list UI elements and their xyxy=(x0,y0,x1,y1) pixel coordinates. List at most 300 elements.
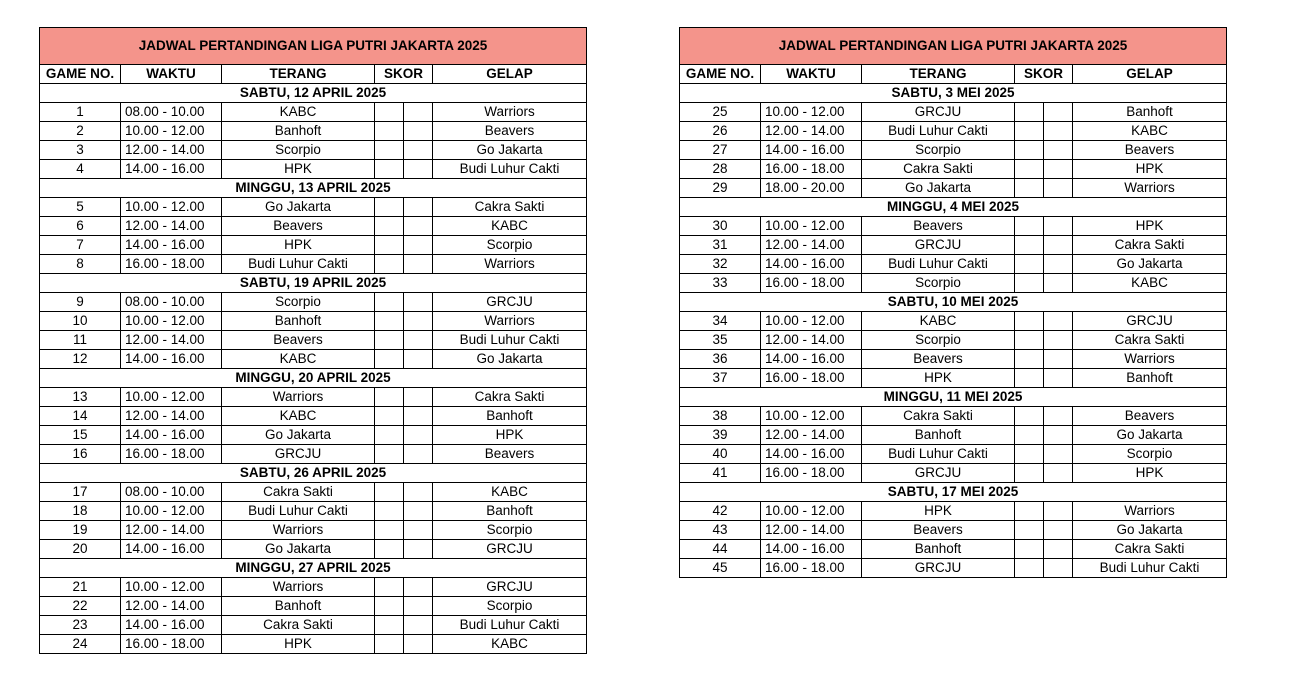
game-number: 32 xyxy=(680,255,761,274)
game-row xyxy=(40,578,587,597)
header-gelap: GELAP xyxy=(433,65,587,84)
score-terang xyxy=(375,578,404,597)
score-gelap xyxy=(1044,521,1073,540)
game-row xyxy=(680,521,1227,540)
score-gelap xyxy=(404,141,433,160)
score-terang xyxy=(1015,236,1044,255)
game-number: 16 xyxy=(40,445,121,464)
game-time: 10.00 - 12.00 xyxy=(121,312,222,331)
header-gelap: GELAP xyxy=(1073,65,1227,84)
game-row xyxy=(40,635,587,654)
game-row xyxy=(680,540,1227,559)
game-row xyxy=(680,426,1227,445)
score-gelap xyxy=(404,407,433,426)
score-terang xyxy=(1015,217,1044,236)
game-number: 23 xyxy=(40,616,121,635)
score-gelap xyxy=(1044,160,1073,179)
score-gelap xyxy=(404,521,433,540)
date-row xyxy=(680,84,1227,103)
team-terang: Go Jakarta xyxy=(222,198,375,217)
game-time: 10.00 - 12.00 xyxy=(121,578,222,597)
game-number: 35 xyxy=(680,331,761,350)
game-row xyxy=(680,312,1227,331)
game-number: 2 xyxy=(40,122,121,141)
score-gelap xyxy=(1044,103,1073,122)
team-terang: Banhoft xyxy=(222,597,375,616)
game-row xyxy=(680,217,1227,236)
game-time: 14.00 - 16.00 xyxy=(761,141,862,160)
game-time: 14.00 - 16.00 xyxy=(761,445,862,464)
team-terang: Scorpio xyxy=(222,293,375,312)
game-time: 14.00 - 16.00 xyxy=(121,160,222,179)
score-terang xyxy=(375,521,404,540)
game-number: 43 xyxy=(680,521,761,540)
team-terang: Banhoft xyxy=(222,122,375,141)
game-row xyxy=(680,331,1227,350)
game-row xyxy=(680,502,1227,521)
score-gelap xyxy=(1044,464,1073,483)
game-time: 08.00 - 10.00 xyxy=(121,293,222,312)
game-time: 16.00 - 18.00 xyxy=(121,255,222,274)
score-gelap xyxy=(1044,236,1073,255)
header-terang: TERANG xyxy=(222,65,375,84)
score-terang xyxy=(1015,559,1044,578)
score-gelap xyxy=(1044,179,1073,198)
score-terang xyxy=(1015,369,1044,388)
game-time: 10.00 - 12.00 xyxy=(121,122,222,141)
game-number: 40 xyxy=(680,445,761,464)
header-game-no: GAME NO. xyxy=(40,65,121,84)
game-time: 18.00 - 20.00 xyxy=(761,179,862,198)
score-terang xyxy=(1015,521,1044,540)
game-time: 14.00 - 16.00 xyxy=(761,255,862,274)
score-gelap xyxy=(404,198,433,217)
score-gelap xyxy=(1044,274,1073,293)
game-row xyxy=(680,369,1227,388)
game-number: 38 xyxy=(680,407,761,426)
team-gelap: GRCJU xyxy=(433,293,587,312)
game-row xyxy=(680,445,1227,464)
match-date: SABTU, 12 APRIL 2025 xyxy=(40,84,587,103)
game-time: 12.00 - 14.00 xyxy=(761,521,862,540)
team-terang: HPK xyxy=(222,160,375,179)
game-time: 14.00 - 16.00 xyxy=(121,236,222,255)
team-terang: Beavers xyxy=(862,521,1015,540)
team-gelap: Warriors xyxy=(1073,179,1227,198)
game-number: 12 xyxy=(40,350,121,369)
game-time: 12.00 - 14.00 xyxy=(121,521,222,540)
game-time: 16.00 - 18.00 xyxy=(761,559,862,578)
date-row xyxy=(40,464,587,483)
game-time: 10.00 - 12.00 xyxy=(121,198,222,217)
score-gelap xyxy=(404,122,433,141)
team-terang: Go Jakarta xyxy=(222,426,375,445)
team-gelap: KABC xyxy=(1073,274,1227,293)
score-terang xyxy=(375,540,404,559)
score-terang xyxy=(1015,141,1044,160)
team-gelap: Go Jakarta xyxy=(433,350,587,369)
score-terang xyxy=(1015,426,1044,445)
game-time: 10.00 - 12.00 xyxy=(761,407,862,426)
score-gelap xyxy=(404,502,433,521)
score-gelap xyxy=(1044,559,1073,578)
game-row xyxy=(40,255,587,274)
game-number: 45 xyxy=(680,559,761,578)
score-gelap xyxy=(404,483,433,502)
team-terang: GRCJU xyxy=(862,464,1015,483)
team-terang: Warriors xyxy=(222,521,375,540)
score-terang xyxy=(1015,350,1044,369)
game-time: 12.00 - 14.00 xyxy=(121,331,222,350)
game-time: 16.00 - 18.00 xyxy=(761,160,862,179)
game-row xyxy=(40,198,587,217)
game-row xyxy=(40,426,587,445)
team-terang: Go Jakarta xyxy=(862,179,1015,198)
score-gelap xyxy=(404,160,433,179)
score-gelap xyxy=(1044,540,1073,559)
score-gelap xyxy=(1044,312,1073,331)
team-terang: Budi Luhur Cakti xyxy=(862,445,1015,464)
game-number: 8 xyxy=(40,255,121,274)
score-terang xyxy=(375,616,404,635)
game-row xyxy=(680,236,1227,255)
game-row xyxy=(40,388,587,407)
game-row xyxy=(40,141,587,160)
team-gelap: Cakra Sakti xyxy=(433,198,587,217)
match-date: SABTU, 10 MEI 2025 xyxy=(680,293,1227,312)
team-terang: Budi Luhur Cakti xyxy=(222,255,375,274)
score-gelap xyxy=(1044,331,1073,350)
game-time: 12.00 - 14.00 xyxy=(121,217,222,236)
game-row xyxy=(40,521,587,540)
score-terang xyxy=(375,597,404,616)
team-terang: Budi Luhur Cakti xyxy=(222,502,375,521)
game-number: 19 xyxy=(40,521,121,540)
score-terang xyxy=(1015,540,1044,559)
game-number: 34 xyxy=(680,312,761,331)
score-gelap xyxy=(404,217,433,236)
schedule-body xyxy=(680,28,1227,578)
game-row xyxy=(680,464,1227,483)
score-gelap xyxy=(404,350,433,369)
team-terang: GRCJU xyxy=(222,445,375,464)
game-row xyxy=(680,274,1227,293)
match-date: MINGGU, 13 APRIL 2025 xyxy=(40,179,587,198)
team-gelap: HPK xyxy=(1073,464,1227,483)
score-terang xyxy=(375,388,404,407)
game-time: 12.00 - 14.00 xyxy=(121,141,222,160)
team-gelap: Banhoft xyxy=(1073,103,1227,122)
header-skor: SKOR xyxy=(1015,65,1073,84)
header-row xyxy=(40,65,587,84)
game-row xyxy=(680,160,1227,179)
header-skor: SKOR xyxy=(375,65,433,84)
score-terang xyxy=(375,426,404,445)
game-row xyxy=(680,122,1227,141)
score-terang xyxy=(375,483,404,502)
team-gelap: Go Jakarta xyxy=(433,141,587,160)
score-gelap xyxy=(404,445,433,464)
game-row xyxy=(680,179,1227,198)
team-gelap: Scorpio xyxy=(433,521,587,540)
game-time: 16.00 - 18.00 xyxy=(761,464,862,483)
team-gelap: Warriors xyxy=(1073,350,1227,369)
team-gelap: Budi Luhur Cakti xyxy=(433,331,587,350)
game-number: 18 xyxy=(40,502,121,521)
score-gelap xyxy=(404,616,433,635)
team-terang: Beavers xyxy=(862,217,1015,236)
score-gelap xyxy=(1044,141,1073,160)
game-time: 14.00 - 16.00 xyxy=(121,616,222,635)
game-row xyxy=(680,350,1227,369)
team-gelap: GRCJU xyxy=(433,578,587,597)
score-terang xyxy=(375,502,404,521)
score-gelap xyxy=(404,103,433,122)
date-row xyxy=(680,198,1227,217)
team-terang: Cakra Sakti xyxy=(222,483,375,502)
team-terang: Beavers xyxy=(222,331,375,350)
team-terang: KABC xyxy=(222,103,375,122)
game-row xyxy=(680,103,1227,122)
team-terang: Cakra Sakti xyxy=(222,616,375,635)
game-number: 20 xyxy=(40,540,121,559)
score-terang xyxy=(1015,464,1044,483)
team-gelap: Scorpio xyxy=(1073,445,1227,464)
team-terang: GRCJU xyxy=(862,559,1015,578)
score-terang xyxy=(375,312,404,331)
header-row xyxy=(680,65,1227,84)
game-time: 14.00 - 16.00 xyxy=(761,350,862,369)
team-terang: Budi Luhur Cakti xyxy=(862,122,1015,141)
score-terang xyxy=(375,350,404,369)
game-number: 6 xyxy=(40,217,121,236)
team-terang: HPK xyxy=(862,369,1015,388)
schedule-table-may xyxy=(679,27,1227,578)
score-terang xyxy=(375,331,404,350)
team-gelap: HPK xyxy=(1073,217,1227,236)
header-game-no: GAME NO. xyxy=(680,65,761,84)
game-row xyxy=(40,293,587,312)
table-title: JADWAL PERTANDINGAN LIGA PUTRI JAKARTA 2025 xyxy=(40,28,587,65)
game-number: 22 xyxy=(40,597,121,616)
match-date: MINGGU, 20 APRIL 2025 xyxy=(40,369,587,388)
game-row xyxy=(40,502,587,521)
date-row xyxy=(680,483,1227,502)
team-terang: Beavers xyxy=(222,217,375,236)
team-gelap: HPK xyxy=(1073,160,1227,179)
game-time: 16.00 - 18.00 xyxy=(761,274,862,293)
game-time: 14.00 - 16.00 xyxy=(761,540,862,559)
game-row xyxy=(40,483,587,502)
score-terang xyxy=(375,445,404,464)
title-row xyxy=(680,28,1227,65)
team-terang: Scorpio xyxy=(862,274,1015,293)
score-terang xyxy=(375,407,404,426)
score-gelap xyxy=(404,578,433,597)
team-gelap: KABC xyxy=(1073,122,1227,141)
game-number: 10 xyxy=(40,312,121,331)
score-terang xyxy=(375,255,404,274)
game-number: 13 xyxy=(40,388,121,407)
game-number: 42 xyxy=(680,502,761,521)
header-waktu: WAKTU xyxy=(121,65,222,84)
team-gelap: Beavers xyxy=(433,445,587,464)
game-row xyxy=(40,160,587,179)
team-terang: HPK xyxy=(862,502,1015,521)
team-gelap: Go Jakarta xyxy=(1073,255,1227,274)
game-time: 16.00 - 18.00 xyxy=(761,369,862,388)
team-terang: Cakra Sakti xyxy=(862,407,1015,426)
team-gelap: GRCJU xyxy=(433,540,587,559)
team-gelap: GRCJU xyxy=(1073,312,1227,331)
game-row xyxy=(680,559,1227,578)
game-number: 5 xyxy=(40,198,121,217)
team-gelap: KABC xyxy=(433,217,587,236)
team-gelap: Go Jakarta xyxy=(1073,521,1227,540)
score-gelap xyxy=(404,293,433,312)
score-gelap xyxy=(404,540,433,559)
score-terang xyxy=(1015,502,1044,521)
game-number: 39 xyxy=(680,426,761,445)
game-row xyxy=(40,616,587,635)
match-date: SABTU, 19 APRIL 2025 xyxy=(40,274,587,293)
game-time: 12.00 - 14.00 xyxy=(761,236,862,255)
score-terang xyxy=(375,141,404,160)
score-gelap xyxy=(1044,217,1073,236)
game-number: 27 xyxy=(680,141,761,160)
game-time: 12.00 - 14.00 xyxy=(121,407,222,426)
game-time: 14.00 - 16.00 xyxy=(121,540,222,559)
team-gelap: Beavers xyxy=(1073,141,1227,160)
date-row xyxy=(40,559,587,578)
score-terang xyxy=(375,122,404,141)
score-gelap xyxy=(1044,445,1073,464)
game-time: 14.00 - 16.00 xyxy=(121,426,222,445)
team-gelap: Budi Luhur Cakti xyxy=(433,160,587,179)
date-row xyxy=(40,179,587,198)
match-date: SABTU, 26 APRIL 2025 xyxy=(40,464,587,483)
score-gelap xyxy=(1044,502,1073,521)
schedule-grid xyxy=(679,27,1227,578)
score-gelap xyxy=(1044,122,1073,141)
team-terang: KABC xyxy=(222,407,375,426)
team-gelap: Budi Luhur Cakti xyxy=(1073,559,1227,578)
match-date: MINGGU, 11 MEI 2025 xyxy=(680,388,1227,407)
team-gelap: Scorpio xyxy=(433,597,587,616)
score-gelap xyxy=(1044,255,1073,274)
game-row xyxy=(680,255,1227,274)
game-number: 3 xyxy=(40,141,121,160)
match-date: SABTU, 3 MEI 2025 xyxy=(680,84,1227,103)
team-gelap: KABC xyxy=(433,635,587,654)
game-time: 12.00 - 14.00 xyxy=(121,597,222,616)
score-terang xyxy=(1015,331,1044,350)
score-terang xyxy=(1015,274,1044,293)
schedule-body xyxy=(40,28,587,654)
game-time: 10.00 - 12.00 xyxy=(121,502,222,521)
schedule-grid xyxy=(39,27,587,654)
match-date: MINGGU, 4 MEI 2025 xyxy=(680,198,1227,217)
game-row xyxy=(40,540,587,559)
game-number: 37 xyxy=(680,369,761,388)
team-terang: Beavers xyxy=(862,350,1015,369)
date-row xyxy=(40,274,587,293)
team-gelap: KABC xyxy=(433,483,587,502)
team-gelap: Cakra Sakti xyxy=(1073,236,1227,255)
game-row xyxy=(40,122,587,141)
team-terang: GRCJU xyxy=(862,103,1015,122)
team-gelap: Warriors xyxy=(433,103,587,122)
score-gelap xyxy=(404,388,433,407)
score-terang xyxy=(1015,445,1044,464)
game-number: 4 xyxy=(40,160,121,179)
team-gelap: Cakra Sakti xyxy=(1073,331,1227,350)
score-terang xyxy=(1015,255,1044,274)
team-gelap: Cakra Sakti xyxy=(1073,540,1227,559)
game-number: 1 xyxy=(40,103,121,122)
game-number: 9 xyxy=(40,293,121,312)
team-gelap: Banhoft xyxy=(433,502,587,521)
score-terang xyxy=(375,635,404,654)
score-terang xyxy=(1015,312,1044,331)
game-number: 30 xyxy=(680,217,761,236)
game-time: 08.00 - 10.00 xyxy=(121,483,222,502)
match-date: MINGGU, 27 APRIL 2025 xyxy=(40,559,587,578)
score-gelap xyxy=(404,312,433,331)
team-terang: Banhoft xyxy=(862,426,1015,445)
score-terang xyxy=(375,103,404,122)
score-terang xyxy=(375,160,404,179)
score-gelap xyxy=(1044,350,1073,369)
team-gelap: HPK xyxy=(433,426,587,445)
team-gelap: Warriors xyxy=(433,312,587,331)
date-row xyxy=(680,388,1227,407)
team-gelap: Warriors xyxy=(1073,502,1227,521)
score-gelap xyxy=(1044,426,1073,445)
game-time: 10.00 - 12.00 xyxy=(761,502,862,521)
game-time: 10.00 - 12.00 xyxy=(761,217,862,236)
game-time: 16.00 - 18.00 xyxy=(121,635,222,654)
game-number: 15 xyxy=(40,426,121,445)
score-terang xyxy=(1015,103,1044,122)
team-terang: Scorpio xyxy=(862,331,1015,350)
game-number: 26 xyxy=(680,122,761,141)
team-terang: Scorpio xyxy=(222,141,375,160)
game-number: 28 xyxy=(680,160,761,179)
team-terang: Cakra Sakti xyxy=(862,160,1015,179)
team-terang: Go Jakarta xyxy=(222,540,375,559)
game-row xyxy=(40,445,587,464)
game-number: 36 xyxy=(680,350,761,369)
game-number: 14 xyxy=(40,407,121,426)
game-number: 44 xyxy=(680,540,761,559)
team-gelap: Banhoft xyxy=(433,407,587,426)
game-row xyxy=(40,597,587,616)
score-terang xyxy=(1015,179,1044,198)
game-time: 10.00 - 12.00 xyxy=(761,312,862,331)
team-terang: KABC xyxy=(862,312,1015,331)
team-terang: Budi Luhur Cakti xyxy=(862,255,1015,274)
title-row xyxy=(40,28,587,65)
match-date: SABTU, 17 MEI 2025 xyxy=(680,483,1227,502)
table-title: JADWAL PERTANDINGAN LIGA PUTRI JAKARTA 2025 xyxy=(680,28,1227,65)
team-gelap: Beavers xyxy=(1073,407,1227,426)
score-terang xyxy=(1015,160,1044,179)
team-terang: GRCJU xyxy=(862,236,1015,255)
team-terang: Warriors xyxy=(222,388,375,407)
team-terang: KABC xyxy=(222,350,375,369)
score-gelap xyxy=(404,331,433,350)
